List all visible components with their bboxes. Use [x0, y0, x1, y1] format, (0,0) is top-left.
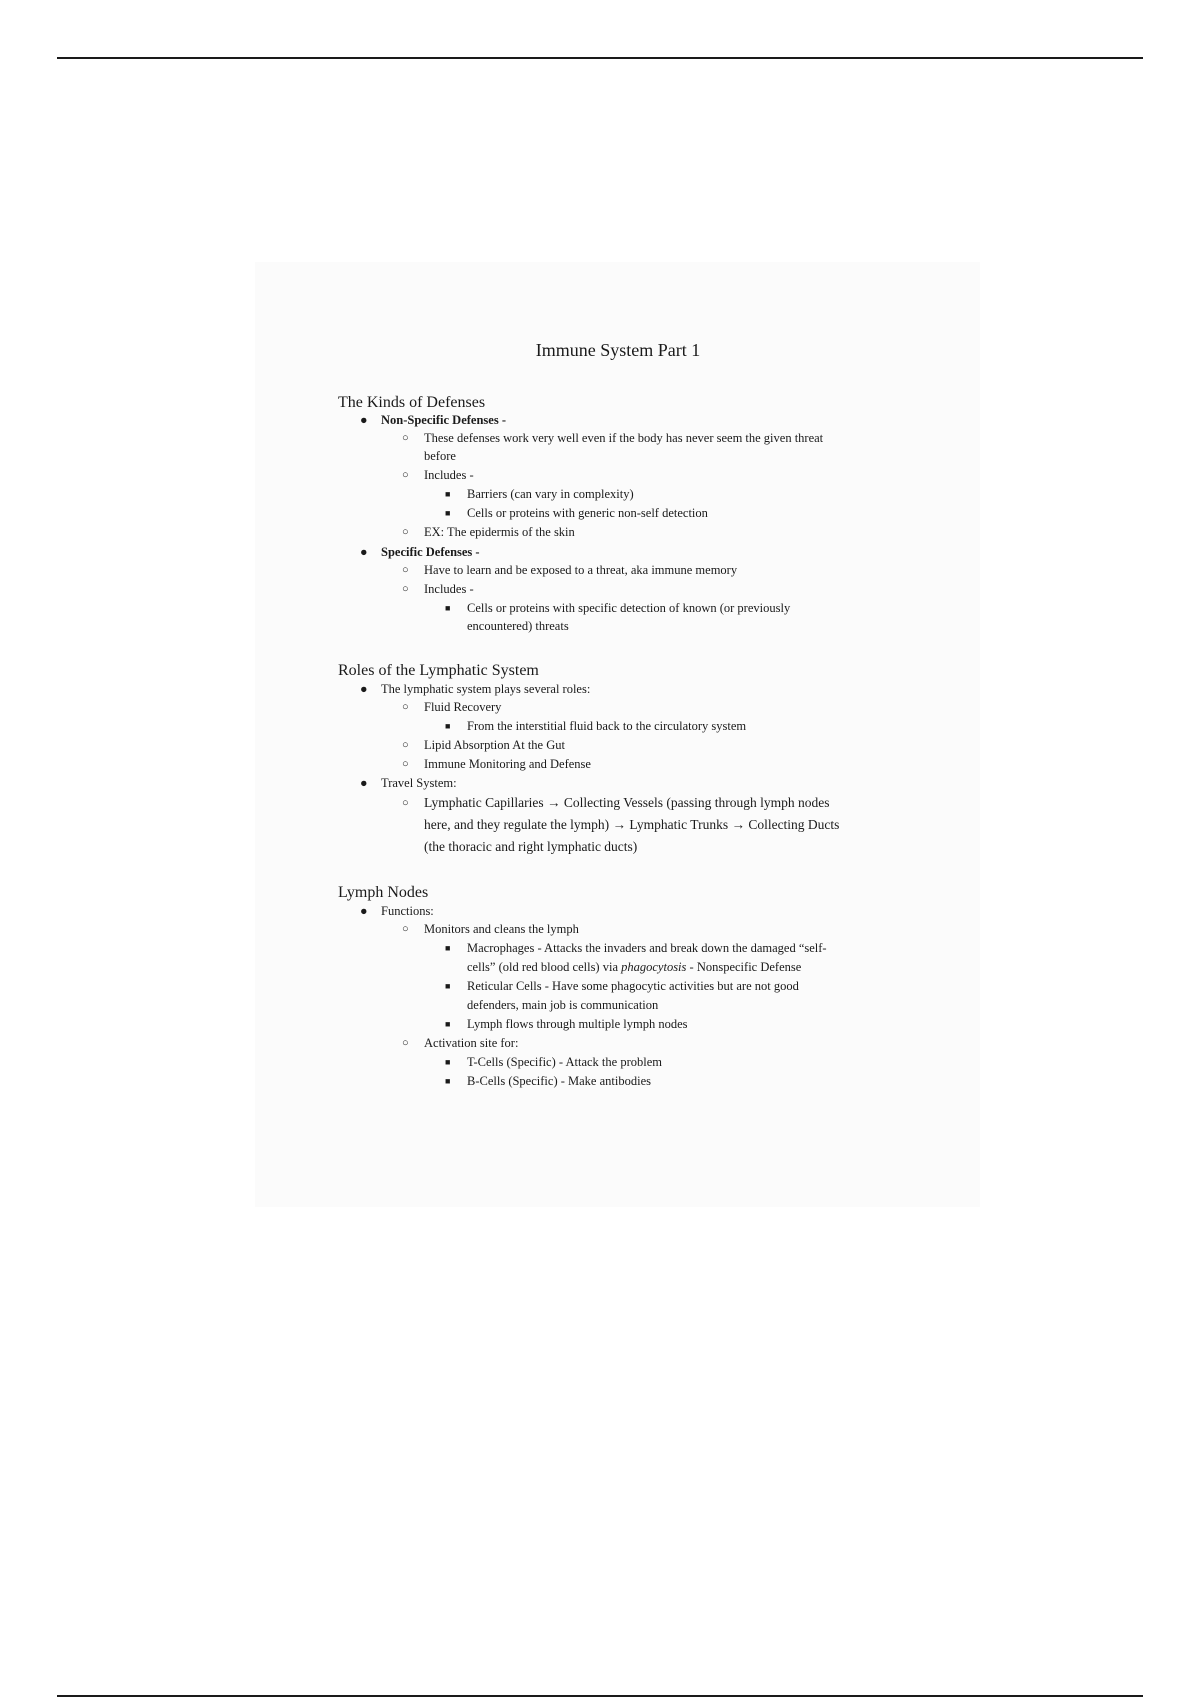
bullet-level1: ●: [360, 413, 368, 427]
list-item: From the interstitial fluid back to the circulatory system: [467, 719, 747, 733]
list-item: Non-Specific Defenses -: [381, 413, 506, 427]
top-rule: [57, 57, 1143, 59]
bullet-level3: ■: [445, 603, 451, 613]
emphasis-term: phagocytosis: [621, 960, 687, 974]
bullet-level1: ●: [360, 545, 368, 559]
list-item: Macrophages - Attacks the invaders and break down the damaged “self-: [467, 941, 827, 955]
bullet-level3: ■: [445, 1076, 451, 1086]
document-title: Immune System Part 1: [535, 340, 701, 360]
bullet-level1: ●: [360, 682, 368, 696]
list-item: Lymph flows through multiple lymph nodes: [467, 1017, 688, 1031]
bullet-level2: ○: [402, 469, 409, 481]
list-item-continuation: [467, 961, 801, 974]
bullet-level3: ■: [445, 721, 451, 731]
list-item: Functions:: [381, 904, 434, 918]
text-run: - Nonspecific Defense: [686, 960, 802, 974]
list-item-continuation: here, and they regulate the lymph) → Lymphatic Trunks → Collecting Ducts: [424, 817, 840, 832]
bottom-rule: [57, 1695, 1143, 1697]
bullet-level2: ○: [402, 739, 409, 751]
list-item-continuation: before: [424, 449, 456, 463]
bullet-level3: ■: [445, 1019, 451, 1029]
list-item: B-Cells (Specific) - Make antibodies: [467, 1074, 651, 1088]
list-item: Cells or proteins with generic non-self detection: [467, 506, 708, 520]
bullet-level2: ○: [402, 564, 409, 576]
list-item: Lipid Absorption At the Gut: [424, 738, 565, 752]
list-item-continuation: defenders, main job is communication: [467, 998, 659, 1012]
list-item: EX: The epidermis of the skin: [424, 525, 575, 539]
bullet-level2: ○: [402, 432, 409, 444]
bullet-level2: ○: [402, 526, 409, 538]
list-item: The lymphatic system plays several roles:: [381, 682, 591, 696]
list-item: Monitors and cleans the lymph: [424, 922, 579, 936]
bullet-level2: ○: [402, 583, 409, 595]
bullet-level1: ●: [360, 776, 368, 790]
text-run: cells” (old red blood cells) via: [467, 960, 622, 974]
list-item: Activation site for:: [424, 1036, 519, 1050]
bullet-level2: ○: [402, 758, 409, 770]
bullet-level3: ■: [445, 981, 451, 991]
list-item: T-Cells (Specific) - Attack the problem: [467, 1055, 662, 1069]
list-item-continuation: encountered) threats: [467, 619, 569, 633]
section-heading-lymphatic-system-roles: Roles of the Lymphatic System: [338, 662, 539, 679]
bullet-level2: ○: [402, 797, 409, 809]
list-item: Lymphatic Capillaries → Collecting Vessels (passing through lymph nodes: [424, 795, 830, 810]
list-item: Travel System:: [381, 776, 457, 790]
list-item: Immune Monitoring and Defense: [424, 757, 591, 771]
list-item-continuation: (the thoracic and right lymphatic ducts): [424, 839, 638, 854]
list-item: Barriers (can vary in complexity): [467, 487, 634, 501]
list-item: Have to learn and be exposed to a threat, aka immune memory: [424, 563, 738, 577]
list-item: Cells or proteins with specific detection of known (or previously: [467, 601, 791, 615]
section-heading-kinds-of-defenses: The Kinds of Defenses: [338, 394, 486, 411]
bullet-level2: ○: [402, 701, 409, 713]
bullet-level3: ■: [445, 1057, 451, 1067]
list-item: Includes -: [424, 468, 474, 482]
bullet-level2: ○: [402, 923, 409, 935]
list-item: Includes -: [424, 582, 474, 596]
list-item: Fluid Recovery: [424, 700, 502, 714]
section-heading-lymph-nodes: Lymph Nodes: [338, 884, 429, 901]
bullet-level3: ■: [445, 943, 451, 953]
list-item: These defenses work very well even if the body has never seem the given threat: [424, 431, 824, 445]
list-item: Reticular Cells - Have some phagocytic activities but are not good: [467, 979, 799, 993]
bullet-level3: ■: [445, 489, 451, 499]
bullet-level1: ●: [360, 904, 368, 918]
bullet-level2: ○: [402, 1037, 409, 1049]
bullet-level3: ■: [445, 508, 451, 518]
list-item: Specific Defenses -: [381, 545, 480, 559]
